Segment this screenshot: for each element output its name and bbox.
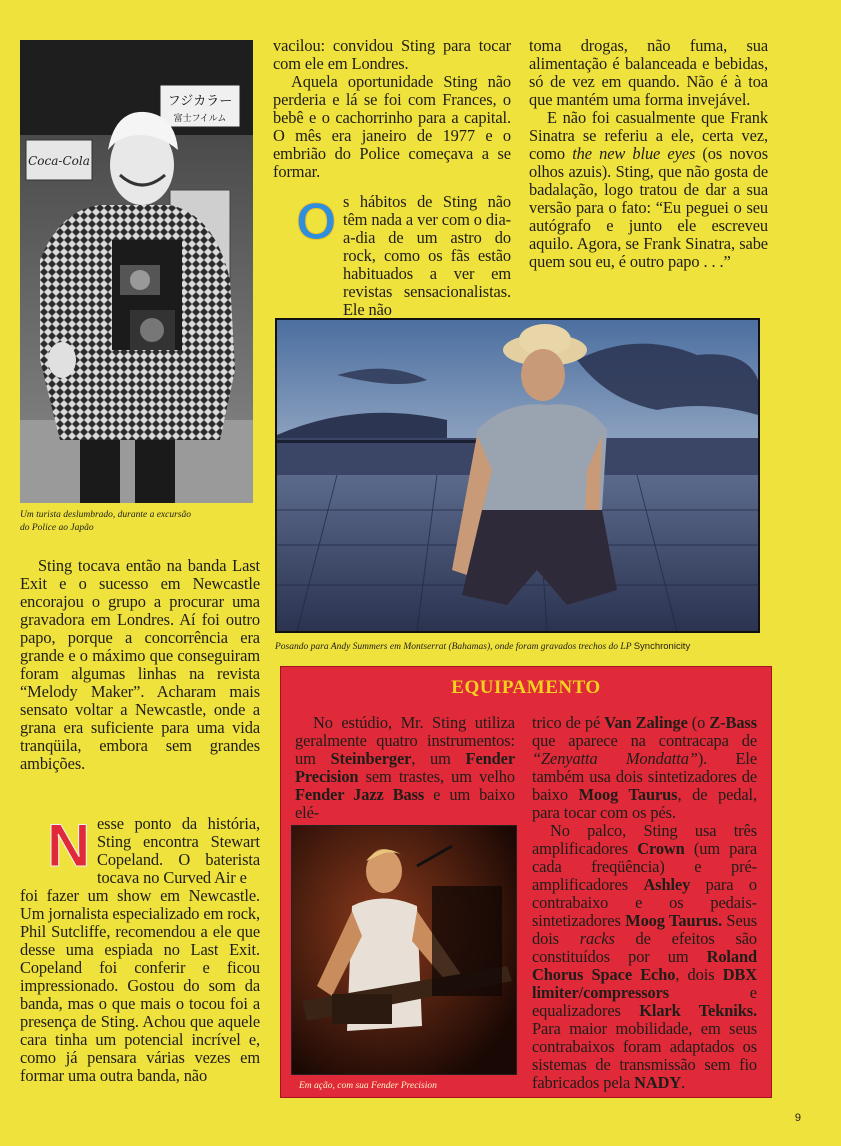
text-run: trico de pé <box>532 713 605 732</box>
paragraph: foi fazer um show em Newcastle. Um jornalista especializado em rock, Phil Sutcliffe, recomendou a ele que desse uma espiada no Last Exit. Copeland foi conferir e ficou impressionado. Gostou do som da banda, mas o que mais o tocou foi a presença de Sting. Achou que aquele cara tinha um potencial incrível e, como já pensara várias vezes em formar uma outra banda, não <box>20 886 260 1085</box>
text-run: de efeitos são constituídos por um <box>532 929 757 966</box>
column-2-top <box>273 37 511 181</box>
photo-sting-on-stage <box>291 825 517 1075</box>
text-run-bold: Klark Tekniks. <box>639 1001 757 1020</box>
text-run-bold: Steinberger <box>330 749 412 768</box>
text-run: No estúdio, Mr. Sting utiliza geralmente quatro instrumentos: um <box>295 713 515 768</box>
text-run: (o <box>687 713 710 732</box>
text-run-bold: Crown <box>637 839 685 858</box>
equipment-left-text <box>295 714 515 822</box>
equipment-box <box>280 666 772 1098</box>
equipment-box-title: EQUIPAMENTO <box>451 677 601 698</box>
photo-sting-montserrat <box>275 318 760 633</box>
text-run: que aparece na contracapa de <box>532 731 757 750</box>
text-run-bold: Fender Jazz Bass <box>295 785 425 804</box>
column-3-top <box>529 37 768 271</box>
paragraph: toma drogas, não fuma, sua alimentação é balanceada e bebidas, só de vez em quando. Não é à toa que mantém uma forma invejável. <box>529 36 768 109</box>
photo-sting-montserrat-image <box>277 320 758 631</box>
text-run: , um <box>411 749 466 768</box>
photo-sting-japan <box>20 40 253 503</box>
dropcap-o: O <box>296 193 337 251</box>
text-run-bold: Roland Chorus Space Echo <box>532 947 757 984</box>
text-run-bold: Moog Taurus. <box>625 911 722 930</box>
text-run: , de pedal, para tocar com os pés. <box>532 785 757 822</box>
text-run: e um baixo elé- <box>295 785 515 822</box>
text-run-bold: Ashley <box>643 875 691 894</box>
fuji-sign-kana: フジカラー <box>167 94 233 109</box>
text-run: ). Ele também usa dois sintetizadores de baixo <box>532 749 757 804</box>
paragraph <box>532 714 757 822</box>
column-1-paragraph-2 <box>97 815 260 887</box>
text-run: (um para cada freqüência) e pré-amplificadores <box>532 839 757 894</box>
text-run-italic: “Zenyatta Mondatta” <box>532 749 698 768</box>
paragraph <box>529 109 768 271</box>
text-run-bold: Moog Taurus <box>578 785 678 804</box>
text-run: , dois <box>675 965 723 984</box>
text-run-bold: NADY <box>634 1073 682 1092</box>
text-run: e equalizadores <box>532 983 757 1020</box>
equipment-right-text <box>532 714 757 1092</box>
paragraph <box>295 714 515 822</box>
fuji-sign-kanji: 富士フイルム <box>173 114 227 124</box>
cocacola-sign: Coca-Cola <box>28 154 90 168</box>
column-2-paragraph-3 <box>343 193 511 319</box>
caption-photo-1-line1: Um turista deslumbrado, durante a excursão <box>20 510 191 520</box>
text-run-bold: Van Zalinge <box>604 713 688 732</box>
text-run: E não foi casualmente que Frank Sinatra se referiu a ele, certa vez, como <box>529 108 768 163</box>
caption-photo-2-lp-title: Synchronicity <box>633 641 691 652</box>
text-run: Para maior mobilidade, em seus contrabaixos foram adaptados os sistemas de transmissão sem fio fabricados pela <box>532 1019 757 1092</box>
caption-photo-2-main: Posando para Andy Summers em Montserrat (Bahamas), onde foram gravados trechos do LP <box>275 642 634 652</box>
caption-photo-3: Em ação, com sua Fender Precision <box>299 1081 437 1091</box>
column-1-bottom <box>20 557 260 773</box>
text-run-italic: racks <box>579 929 615 948</box>
paragraph: s hábitos de Sting não têm nada a ver com o dia-a-dia de um astro do rock, como os fãs estão habituados a ver em revistas sensacionalistas. Ele não <box>343 192 511 319</box>
text-run-bold: DBX limiter/compressors <box>532 965 757 1002</box>
text-run: No palco, Sting usa três amplificadores <box>532 821 757 858</box>
photo-sting-japan-image <box>20 40 253 503</box>
paragraph: Aquela oportunidade Sting não perderia e lá se foi com Frances, o bebê e o cachorrinho para a capital. O mês era janeiro de 1977 e o embrião do Police começava a se formar. <box>273 72 511 181</box>
text-run: sem trastes, um velho <box>358 767 515 786</box>
dropcap-n: N <box>47 812 91 879</box>
text-run: (os novos olhos azuis). Sting, que não gosta de badalação, logo tratou de dar a sua versão para o fato: “Eu peguei o seu autógrafo e junto ele escreveu aquilo. Agora, se Frank Sinatra, sabe quem sou eu, é outro papo . . .” <box>529 144 768 271</box>
text-run-bold: Fender Precision <box>295 749 515 786</box>
caption-photo-1 <box>20 509 260 535</box>
text-run: Seus dois <box>532 911 757 948</box>
paragraph: esse ponto da história, Sting encontra Stewart Copeland. O baterista tocava no Curved Air e <box>97 814 260 887</box>
photo-sting-on-stage-image <box>292 826 516 1074</box>
paragraph: vacilou: convidou Sting para tocar com ele em Londres. <box>273 36 511 73</box>
column-1-paragraph-2-continued <box>20 887 260 1085</box>
page-number: 9 <box>794 1112 801 1124</box>
caption-photo-1-line2: do Police ao Japão <box>20 523 94 533</box>
paragraph: Sting tocava então na banda Last Exit e o sucesso em Newcastle encorajou o grupo a procurar uma gravadora em Londres. Aí foi outro papo, porque a concorrência era grande e o máximo que conseguiram foram algumas linhas na revista “Melody Maker”. Acharam mais sensato voltar a Newcastle, onde a grana era suficiente para uma vida tranqüila, embora sem grandes ambições. <box>20 556 260 773</box>
text-run: para o contrabaixo e os pedais-sintetizadores <box>532 875 757 930</box>
caption-photo-2 <box>275 640 795 654</box>
paragraph <box>532 822 757 1092</box>
text-run-bold: Z-Bass <box>709 713 757 732</box>
text-run: . <box>681 1073 686 1092</box>
text-run-italic: the new blue eyes <box>572 144 696 163</box>
